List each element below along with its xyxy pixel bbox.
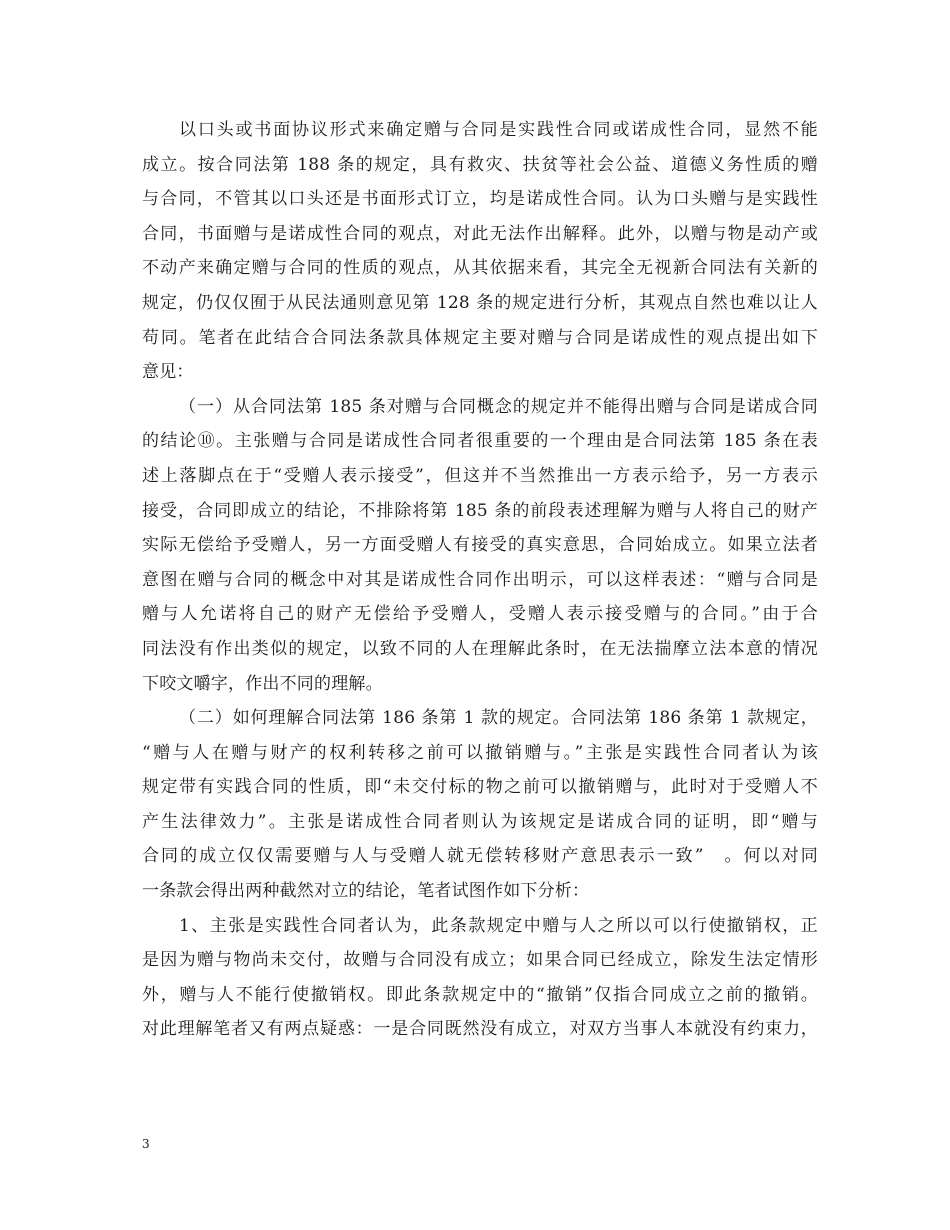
text-line: 以口头或书面协议形式来确定赠与合同是实践性合同或诺成性合同，显然不能 [179,120,818,140]
text-line: 规定带有实践合同的性质，即“未交付标的物之前可以撤销赠与，此时对于受赠人不 [142,777,818,798]
text-line: 与合同，不管其以口头还是书面形式订立，均是诺成性合同。认为口头赠与是实践性 [142,189,818,210]
text-line: 合同，书面赠与是诺成性合同的观点，对此无法作出解释。此外，以赠与物是动产或 [142,223,818,244]
text-line: 成立。按合同法第 188 条的规定，具有救灾、扶贫等社会公益、道德义务性质的赠 [142,154,818,175]
text-line: 一条款会得出两种截然对立的结论，笔者试图作如下分析： [142,881,590,902]
text-line: 产生法律效力”。主张是诺成性合同者则认为该规定是诺成合同的证明，即“赠与 [142,811,818,832]
text-line: 的结论⑩。主张赠与合同是诺成性合同者很重要的一个理由是合同法第 185 条在表 [142,431,818,452]
text-line: 实际无偿给予受赠人，另一方面受赠人有接受的真实意思，合同始成立。如果立法者 [142,535,818,556]
text-line: 意见： [142,362,194,383]
text-line: 对此理解笔者又有两点疑惑：一是合同既然没有成立，对双方当事人本就没有约束力， [142,1019,818,1040]
text-line: 是因为赠与物尚未交付，故赠与合同没有成立；如果合同已经成立，除发生法定情形 [142,950,818,971]
text-line: 合同的成立仅仅需要赠与人与受赠人就无偿转移财产意思表示一致” 。何以对同 [142,846,818,867]
body-text [142,113,818,1047]
text-line: 1、主张是实践性合同者认为，此条款规定中赠与人之所以可以行使撤销权，正 [179,915,818,936]
text-line: （一）从合同法第 185 条对赠与合同概念的规定并不能得出赠与合同是诺成合同 [179,396,818,417]
text-line: 接受，合同即成立的结论，不排除将第 185 条的前段表述理解为赠与人将自己的财产 [142,500,818,521]
text-line: 同法没有作出类似的规定，以致不同的人在理解此条时，在无法揣摩立法本意的情况 [142,638,818,659]
text-line: 意图在赠与合同的概念中对其是诺成性合同作出明示，可以这样表述：“赠与合同是 [142,569,818,590]
page-number: 3 [142,1137,150,1151]
text-line: 赠与人允诺将自己的财产无偿给予受赠人，受赠人表示接受赠与的合同。”由于合 [142,604,818,625]
text-line: 述上落脚点在于“受赠人表示接受”，但这并不当然推出一方表示给予，另一方表示 [142,465,818,486]
text-line: 外，赠与人不能行使撤销权。即此条款规定中的“撤销”仅指合同成立之前的撤销。 [142,984,818,1005]
text-line: 下咬文嚼字，作出不同的理解。 [142,673,383,694]
text-line: 不动产来确定赠与合同的性质的观点，从其依据来看，其完全无视新合同法有关新的 [142,258,818,279]
text-line: 规定，仍仅仅囿于从民法通则意见第 128 条的规定进行分析，其观点自然也难以让人 [142,292,818,313]
text-line: （二）如何理解合同法第 186 条第 1 款的规定。合同法第 186 条第 1 款规定， [179,708,818,729]
text-line: “赠与人在赠与财产的权利转移之前可以撤销赠与。”主张是实践性合同者认为该 [142,742,818,763]
text-line: 苟同。笔者在此结合合同法条款具体规定主要对赠与合同是诺成性的观点提出如下 [142,327,818,348]
